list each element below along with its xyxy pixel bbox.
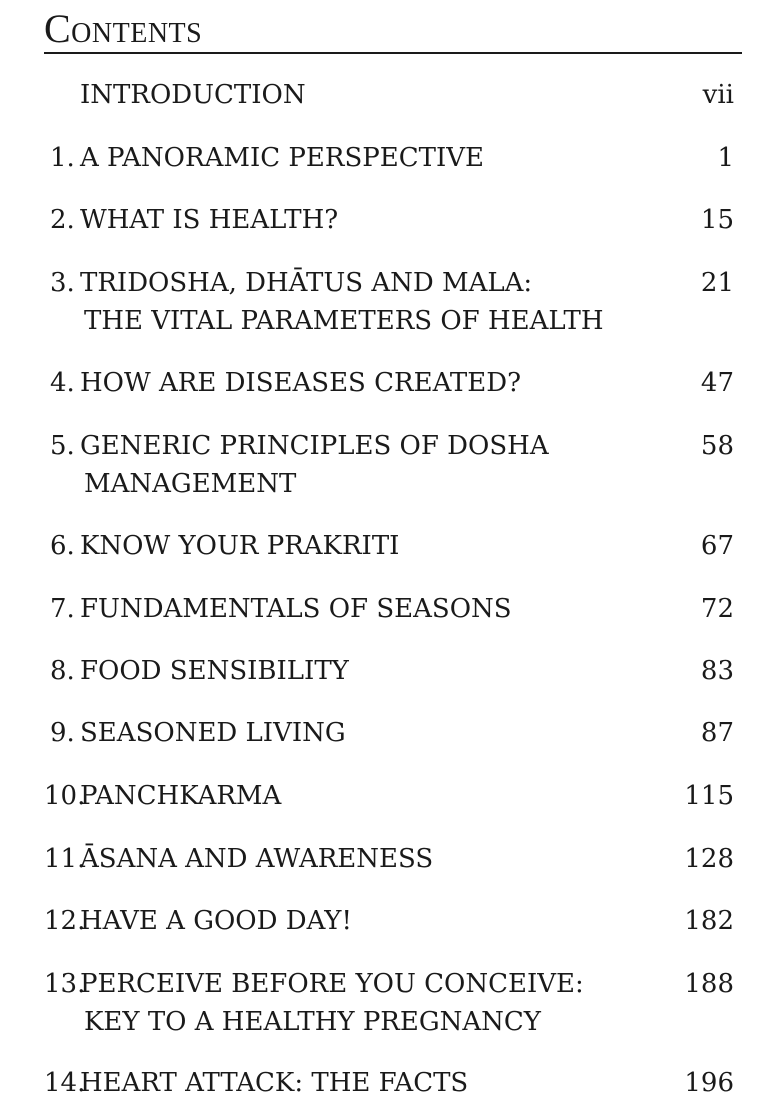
page-number: 21 <box>700 268 734 298</box>
chapter-title <box>80 902 640 940</box>
chapter-title-line: WHAT IS HEALTH? <box>80 205 339 235</box>
chapter-title <box>80 201 640 239</box>
chapter-number: 12. <box>44 906 86 936</box>
chapter-number: 3. <box>50 268 75 298</box>
chapter-title-line: FOOD SENSIBILITY <box>80 656 349 686</box>
chapter-title-line: HOW ARE DISEASES CREATED? <box>80 368 522 398</box>
chapter-title <box>80 714 640 752</box>
chapter-title <box>80 590 640 628</box>
page-number: 115 <box>684 781 734 811</box>
chapter-number: 4. <box>50 368 75 398</box>
chapter-title <box>80 777 640 815</box>
chapter-title <box>80 840 640 878</box>
chapter-title <box>80 965 640 1041</box>
chapter-title-line: HEART ATTACK: THE FACTS <box>80 1068 469 1098</box>
page-number: 87 <box>700 718 734 748</box>
page-number: vii <box>702 80 734 110</box>
chapter-title-line: PANCHKARMA <box>80 781 282 811</box>
chapter-title-line: KNOW YOUR PRAKRITI <box>80 531 400 561</box>
chapter-title <box>80 652 640 690</box>
page-title: Contents <box>44 6 203 51</box>
title-rule <box>44 52 742 54</box>
chapter-title-line: A PANORAMIC PERSPECTIVE <box>80 143 484 173</box>
chapter-title-line: FUNDAMENTALS OF SEASONS <box>80 594 512 624</box>
chapter-number: 2. <box>50 205 75 235</box>
chapter-title <box>80 527 640 565</box>
chapter-number: 14. <box>44 1068 86 1098</box>
chapter-title-line: INTRODUCTION <box>80 80 306 110</box>
chapter-number: 8. <box>50 656 75 686</box>
chapter-number: 5. <box>50 431 75 461</box>
chapter-title-line: THE VITAL PARAMETERS OF HEALTH <box>84 306 604 336</box>
chapter-title <box>80 1064 640 1102</box>
chapter-title <box>80 364 640 402</box>
page-number: 15 <box>700 205 734 235</box>
page-number: 83 <box>700 656 734 686</box>
chapter-title-line: HAVE A GOOD DAY! <box>80 906 352 936</box>
chapter-number: 1. <box>50 143 75 173</box>
chapter-title-line: KEY TO A HEALTHY PREGNANCY <box>84 1007 541 1037</box>
page-number: 1 <box>717 143 734 173</box>
page-number: 72 <box>700 594 734 624</box>
page-number: 196 <box>684 1068 734 1098</box>
chapter-title-line: PERCEIVE BEFORE YOU CONCEIVE: <box>80 969 584 999</box>
chapter-title-line: SEASONED LIVING <box>80 718 346 748</box>
chapter-title-line: ĀSANA AND AWARENESS <box>80 844 434 874</box>
chapter-number: 13. <box>44 969 86 999</box>
chapter-number: 6. <box>50 531 75 561</box>
chapter-title-line: GENERIC PRINCIPLES OF DOSHA <box>80 431 549 461</box>
page-number: 47 <box>700 368 734 398</box>
chapter-title <box>80 139 640 177</box>
page-number: 128 <box>684 844 734 874</box>
chapter-title <box>80 76 640 114</box>
chapter-title <box>80 264 640 340</box>
page-number: 58 <box>700 431 734 461</box>
page-number: 67 <box>700 531 734 561</box>
chapter-number: 10. <box>44 781 86 811</box>
chapter-number: 11. <box>44 844 86 874</box>
chapter-title-line: MANAGEMENT <box>84 469 297 499</box>
chapter-number: 9. <box>50 718 75 748</box>
chapter-number: 7. <box>50 594 75 624</box>
page-number: 188 <box>684 969 734 999</box>
chapter-title <box>80 427 640 503</box>
chapter-title-line: TRIDOSHA, DHĀTUS AND MALA: <box>80 268 533 298</box>
page-number: 182 <box>684 906 734 936</box>
